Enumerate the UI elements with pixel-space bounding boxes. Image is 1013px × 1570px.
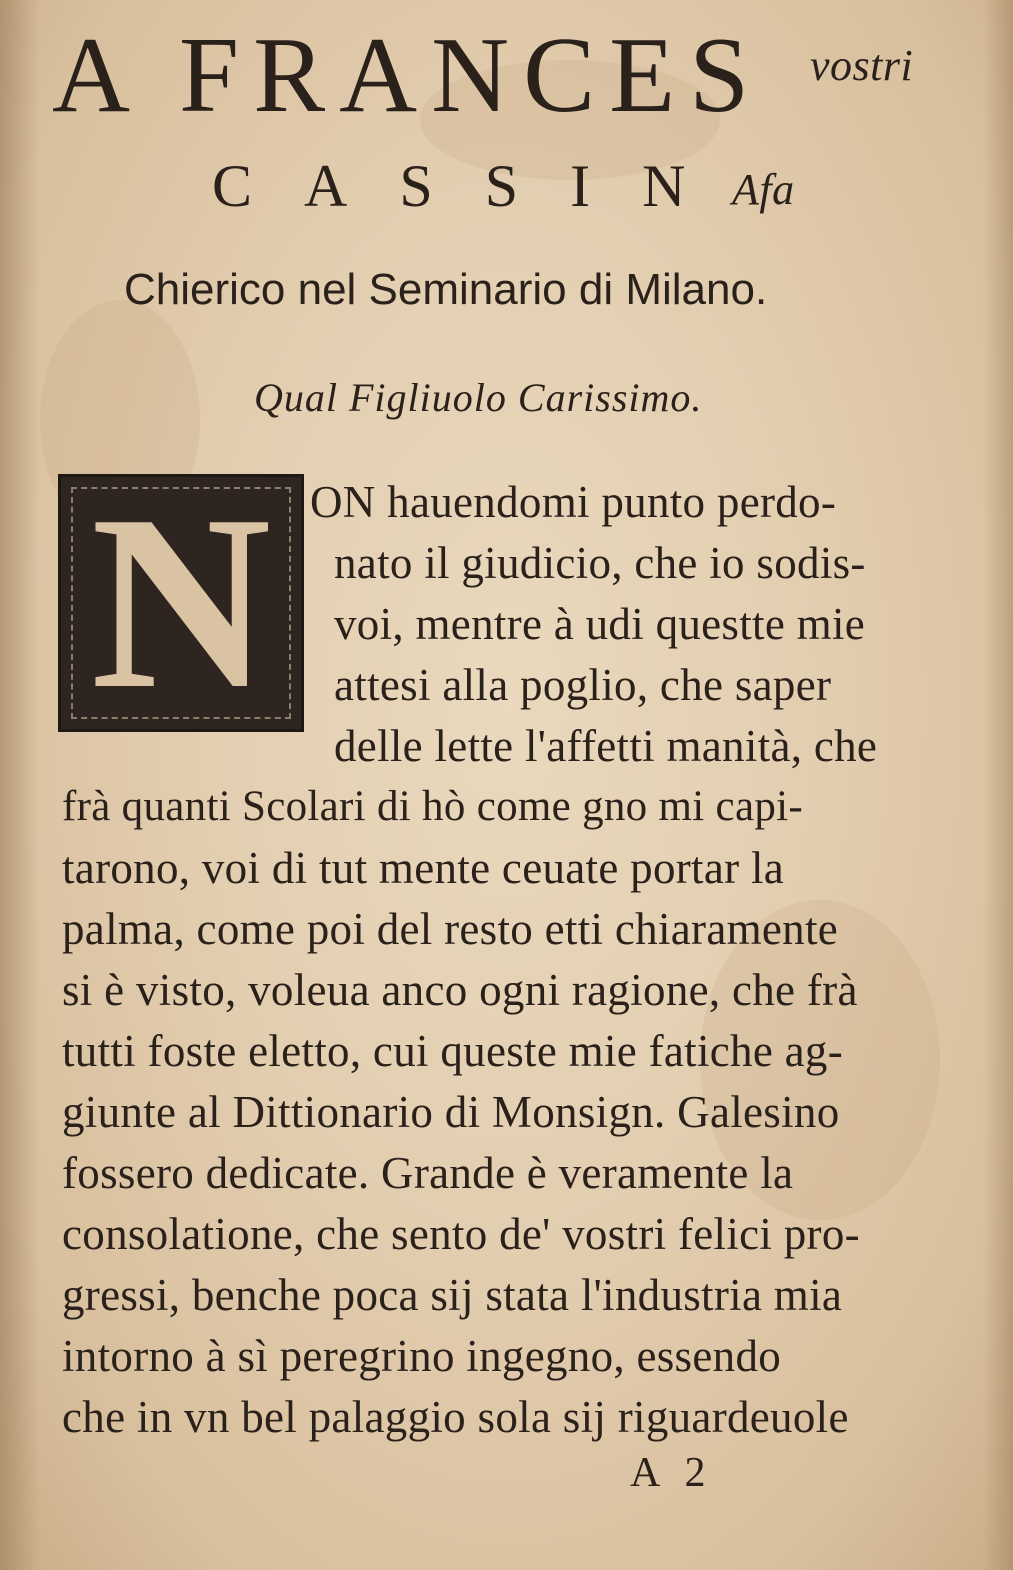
- body-line: consolatione, che sento de' vostri felici pro-: [62, 1209, 860, 1259]
- initial-letter: N: [90, 474, 272, 732]
- page-title: A FRANCES: [52, 16, 764, 135]
- body-line: tutti foste eletto, cui queste mie fatiche ag-: [62, 1026, 844, 1076]
- body-line: tarono, voi di tut mente ceuate portar la: [62, 843, 785, 893]
- title-margin-note: vostri: [810, 41, 914, 90]
- dedicatee-surname: CASSIN: [212, 153, 738, 219]
- body-line: si è visto, voleua anco ogni ragione, che frà: [62, 965, 858, 1015]
- body-line: giunte al Dittionario di Monsign. Galesino: [62, 1087, 840, 1137]
- body-line: ON hauendomi punto perdo-: [310, 477, 837, 527]
- body-line: delle lette l'affetti manità, che: [334, 721, 878, 771]
- body-line: fossero dedicate. Grande è veramente la: [62, 1148, 794, 1198]
- body-line: attesi alla poglio, che saper: [334, 660, 832, 710]
- body-line: voi, mentre à udi questte mie: [334, 599, 866, 649]
- signature-mark: A 2: [630, 1450, 714, 1496]
- subtitle: Chierico nel Seminario di Milano.: [124, 265, 768, 314]
- body-line: gressi, benche poca sij stata l'industria mia: [62, 1270, 843, 1320]
- body-line: frà quanti Scolari di hò come gno mi capi-: [62, 783, 803, 830]
- body-line: nato il giudicio, che io sodis-: [334, 538, 866, 588]
- salutation: Qual Figliuolo Carissimo.: [254, 375, 703, 420]
- body-line: che in vn bel palaggio sola sij riguardeuole: [62, 1392, 849, 1442]
- decorated-initial: [58, 474, 304, 732]
- body-line: palma, come poi del resto etti chiaramente: [62, 904, 839, 954]
- body-line: intorno à sì peregrino ingegno, essendo: [62, 1331, 782, 1381]
- name-margin-note: Afa: [732, 165, 795, 214]
